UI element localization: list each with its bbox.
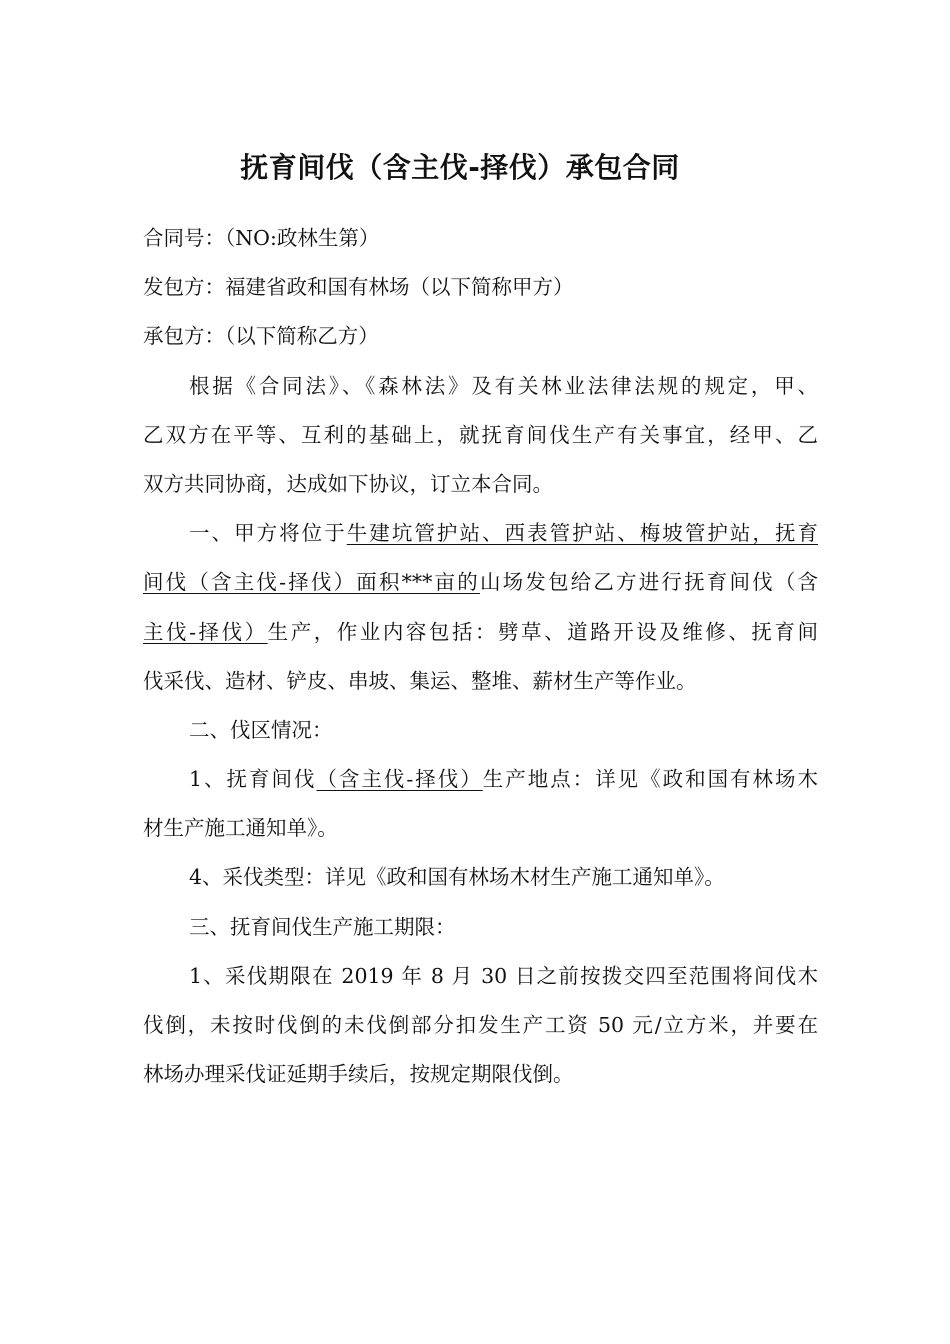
clause-1-line — [143, 509, 818, 558]
section-2-item-1-prefix: 1、抚育间伐 — [189, 767, 317, 792]
document-title: 抚育间伐（含主伐-择伐）承包合同 — [240, 151, 680, 184]
document-body — [143, 214, 818, 1099]
clause-1-type-underlined: 主伐-择伐） — [143, 619, 268, 644]
section-3-heading: 三、抚育间伐生产施工期限： — [189, 914, 456, 939]
contract-number: 合同号：（NO:政林生第） — [143, 226, 380, 250]
clause-1-line: 伐采伐、造材、铲皮、串坡、集运、整堆、薪材生产等作业。 — [143, 668, 697, 693]
preamble-line: 根据《合同法》、《森林法》及有关林业法律法规的规定，甲、 — [189, 373, 818, 398]
clause-1-prefix: 一、甲方将位于 — [189, 521, 347, 546]
section-3-item-1-line: 林场办理采伐证延期手续后，按规定期限伐倒。 — [143, 1062, 574, 1087]
section-2-item-1-cont: 材生产施工通知单》。 — [143, 816, 338, 841]
clause-1-line — [143, 558, 818, 607]
clause-1-area-underlined: 间伐（含主伐-择伐）面积***亩的 — [143, 570, 480, 595]
party-a: 发包方：福建省政和国有林场（以下简称甲方） — [143, 275, 574, 300]
section-3-item-1-line: 1、采伐期限在 2019 年 8 月 30 日之前按拨交四至范围将间伐木 — [189, 963, 818, 988]
section-2-heading: 二、伐区情况： — [189, 717, 333, 742]
section-2-item-1-suffix: 生产地点：详见《政和国有林场木 — [482, 767, 818, 792]
section-2-item-1 — [143, 755, 818, 804]
preamble-line: 乙双方在平等、互利的基础上，就抚育间伐生产有关事宜，经甲、乙 — [143, 422, 818, 447]
clause-1-location-underlined: 牛建坑管护站、西表管护站、梅坡管护站，抚育 — [346, 521, 818, 546]
section-2-item-4: 4、采伐类型：详见《政和国有林场木材生产施工通知单》。 — [189, 865, 725, 890]
clause-1-text: 生产，作业内容包括：劈草、道路开设及维修、抚育间 — [267, 619, 818, 644]
clause-1-text: 山场发包给乙方进行抚育间伐（含 — [479, 570, 818, 595]
party-b: 承包方：（以下简称乙方） — [143, 324, 379, 349]
section-2-item-1-underlined: （含主伐-择伐） — [316, 767, 483, 792]
section-3-item-1-line: 伐倒，未按时伐倒的未伐倒部分扣发生产工资 50 元/立方米，并要在 — [143, 1013, 818, 1037]
clause-1-line — [143, 608, 818, 657]
preamble-line: 双方共同协商，达成如下协议，订立本合同。 — [143, 471, 553, 496]
